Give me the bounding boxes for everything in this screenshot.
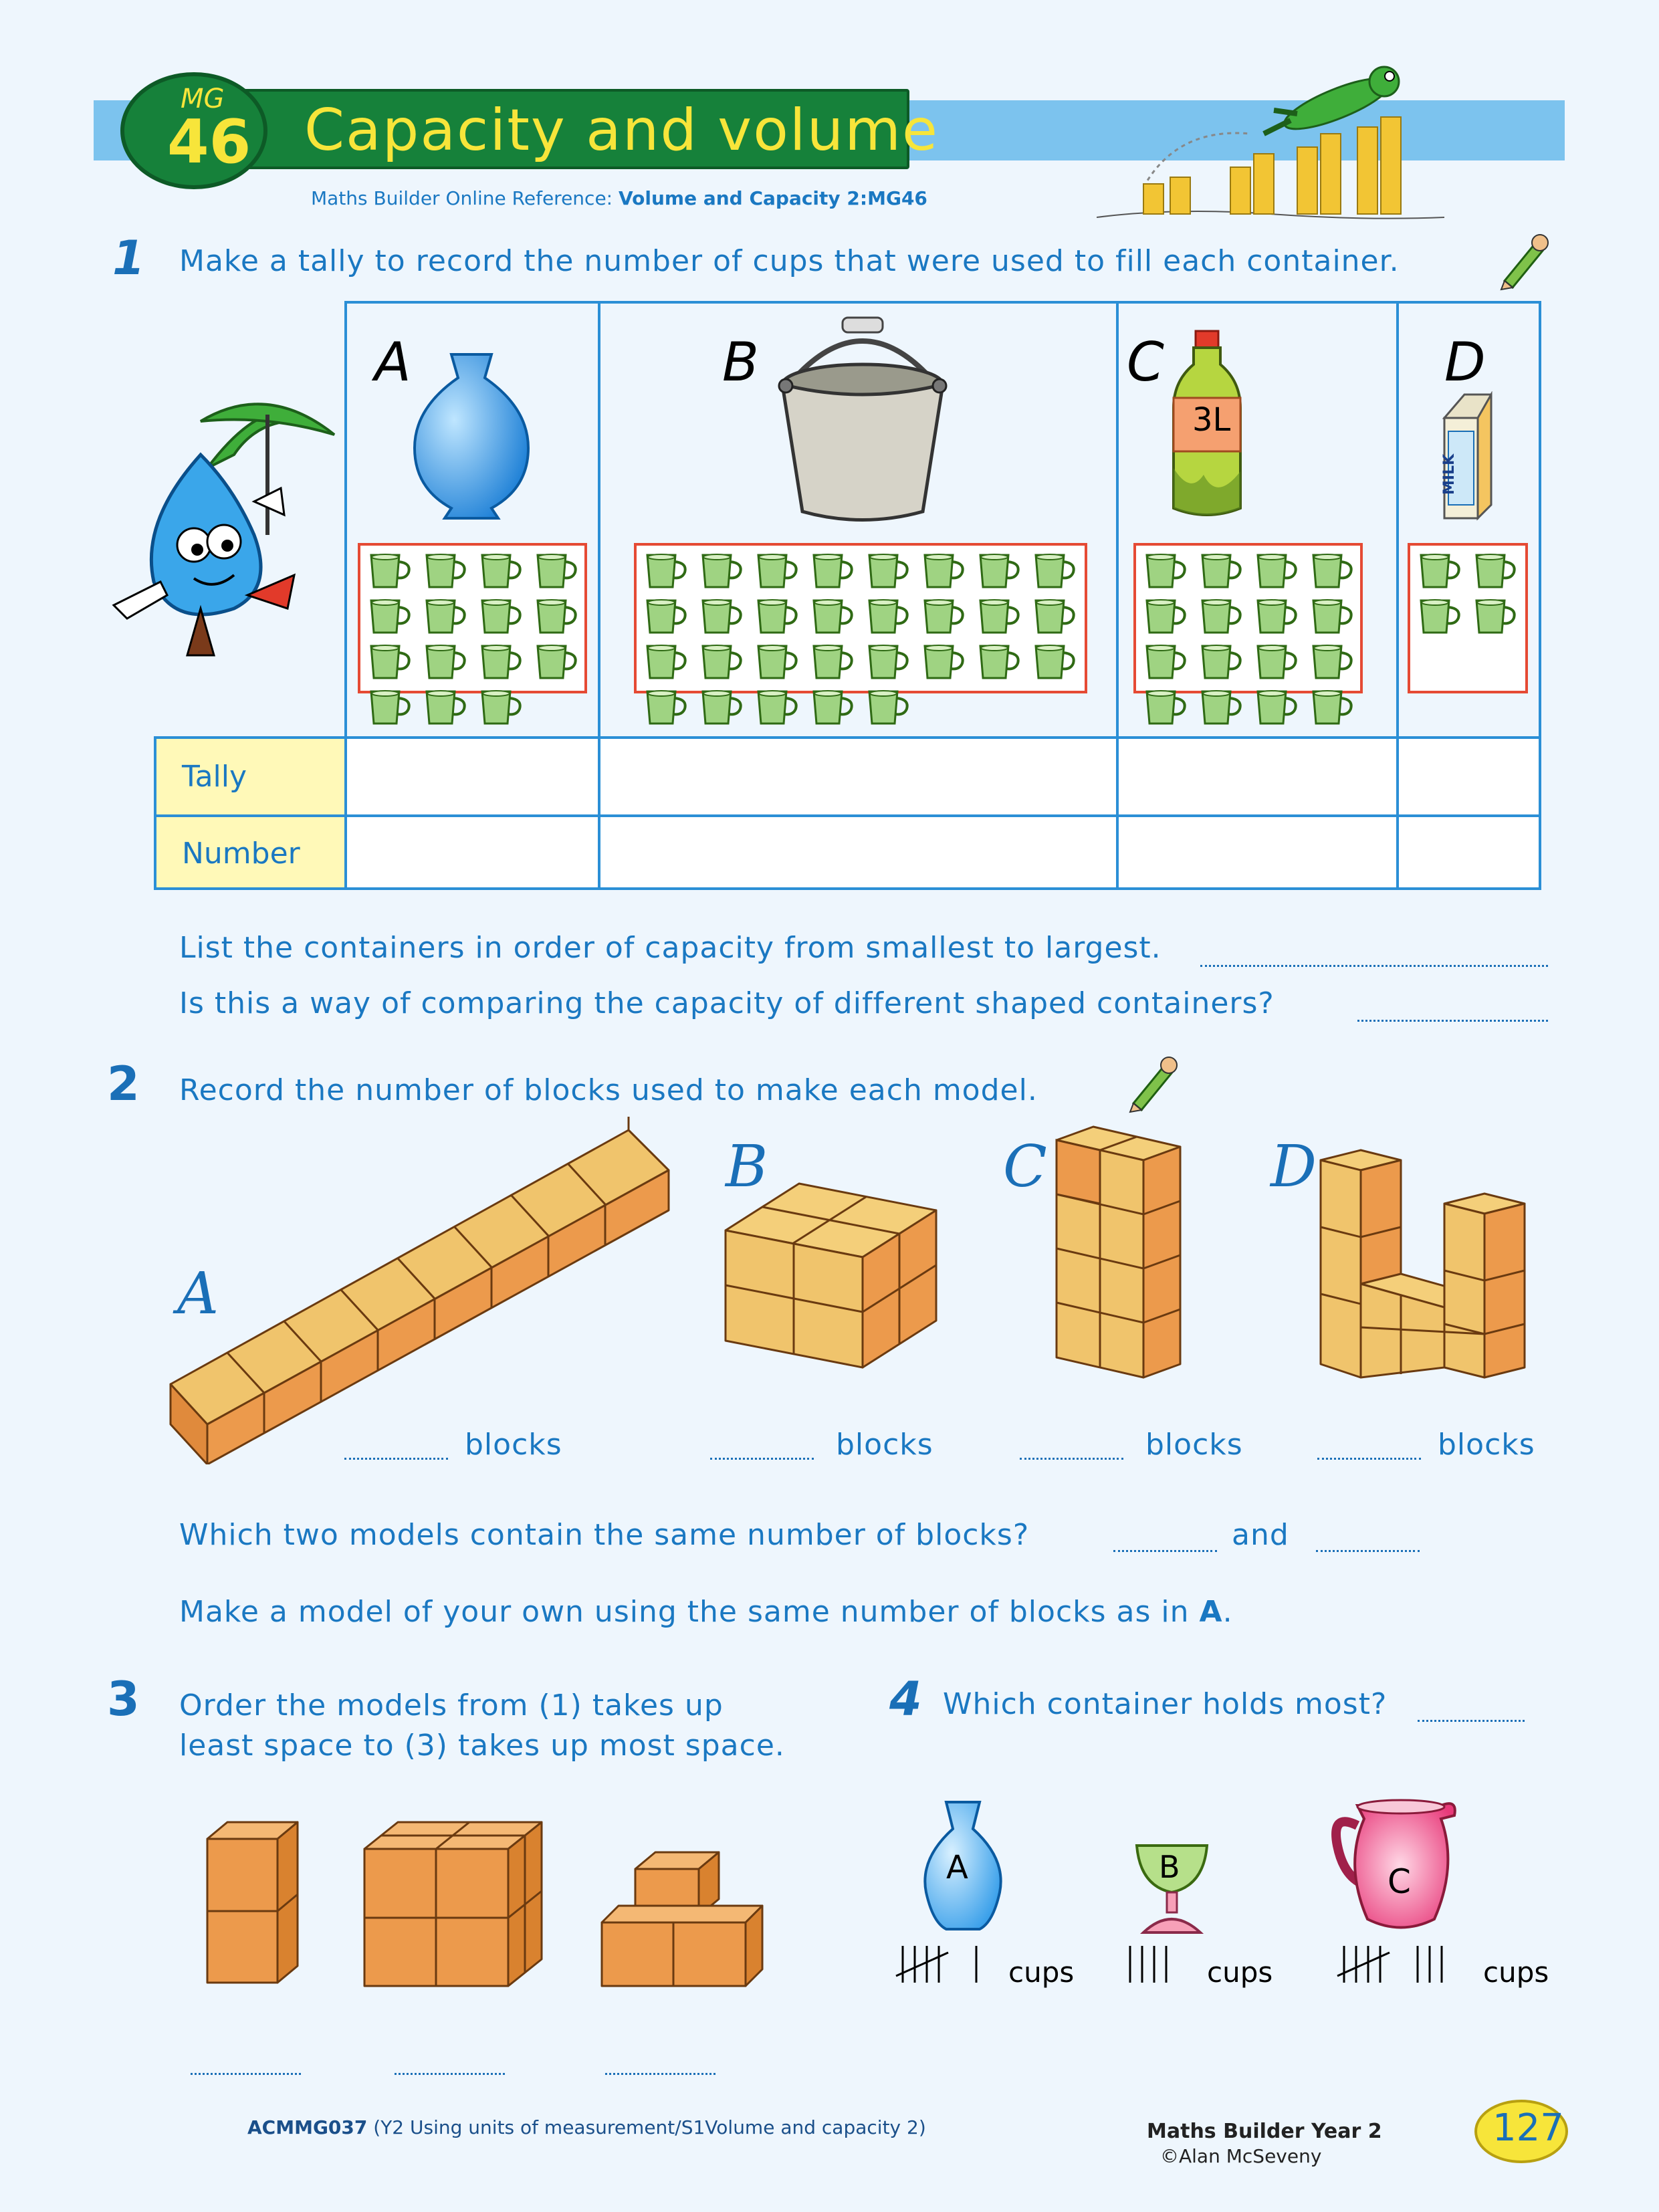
cup-icon <box>482 645 520 678</box>
cup-icon <box>371 691 409 724</box>
cup-icon <box>1313 691 1351 724</box>
cup-icon <box>1147 554 1185 587</box>
reference-value: Volume and Capacity 2:MG46 <box>619 187 927 209</box>
model-letter-d: D <box>1270 1133 1317 1200</box>
q3-number: 3 <box>107 1672 140 1727</box>
cup-icon <box>1258 600 1296 633</box>
q4-question: Which container holds most? <box>943 1687 1388 1721</box>
q3-answer-1[interactable] <box>191 2073 301 2075</box>
milk-label: MILK <box>1441 453 1458 495</box>
cup-icon <box>1313 645 1351 678</box>
cup-icon <box>538 554 576 587</box>
q2-make-model <box>179 1595 1233 1629</box>
q4-cups-label-c: cups <box>1483 1956 1549 1989</box>
make-model-period: . <box>1222 1595 1233 1629</box>
cup-icon <box>1202 645 1240 678</box>
q4-cups-label-b: cups <box>1207 1956 1273 1989</box>
cup-icon <box>371 554 409 587</box>
number-input-a[interactable] <box>344 814 600 890</box>
blocks-answer-a[interactable] <box>344 1458 448 1460</box>
cup-icon <box>814 600 852 633</box>
blocks-answer-d[interactable] <box>1317 1458 1421 1460</box>
cup-icon <box>1258 554 1296 587</box>
q4-number: 4 <box>889 1672 922 1727</box>
model-letter-a: A <box>177 1260 219 1327</box>
cup-icon <box>703 600 741 633</box>
cup-icon <box>1202 554 1240 587</box>
block-model-a <box>167 1117 715 1464</box>
number-input-d[interactable] <box>1396 814 1541 890</box>
q3-answer-3[interactable] <box>605 2073 715 2075</box>
cup-icon <box>1147 645 1185 678</box>
cup-icon <box>1036 554 1074 587</box>
cup-icon <box>869 554 907 587</box>
blocks-answer-c[interactable] <box>1020 1458 1123 1460</box>
cup-icon <box>647 600 685 633</box>
blocks-label-d: blocks <box>1438 1428 1535 1462</box>
page-number: 127 <box>1492 2106 1564 2150</box>
cup-icon <box>925 554 963 587</box>
q2-same-question: Which two models contain the same number of blocks? <box>179 1518 1030 1552</box>
cup-icon <box>647 691 685 724</box>
cup-icon <box>647 554 685 587</box>
pencil-icon-2 <box>1123 1053 1184 1113</box>
q2-instruction: Record the number of blocks used to make each model. <box>179 1073 1038 1107</box>
q4-letter-a: A <box>946 1849 968 1886</box>
q2-number: 2 <box>107 1057 140 1111</box>
make-model-bold: A <box>1199 1595 1223 1629</box>
tally-crossbar <box>896 1953 948 1976</box>
cup-icon <box>1258 645 1296 678</box>
block-model-d <box>1317 1147 1531 1384</box>
tally-crossbar <box>1337 1953 1390 1976</box>
cup-icon <box>814 554 852 587</box>
tally-table <box>154 736 1541 890</box>
footer-curriculum <box>247 2116 926 2138</box>
make-model-text: Make a model of your own using the same number of blocks as in <box>179 1595 1190 1629</box>
cup-icon <box>925 645 963 678</box>
q3-line2: least space to (3) takes up most space. <box>179 1729 785 1763</box>
cup-icon <box>1202 600 1240 633</box>
cup-icon <box>1258 691 1296 724</box>
footer-code-desc: (Y2 Using units of measurement/S1Volume and capacity 2) <box>373 2116 926 2138</box>
number-input-b[interactable] <box>598 814 1119 890</box>
number-input-c[interactable] <box>1116 814 1399 890</box>
cup-icon <box>482 691 520 724</box>
bottle-label: 3L <box>1192 401 1231 439</box>
cup-icon <box>427 554 465 587</box>
model-letter-c: C <box>1003 1133 1047 1200</box>
container-letter-a: A <box>374 331 411 393</box>
cup-icon <box>814 645 852 678</box>
page-title: Capacity and volume <box>304 97 939 164</box>
number-row-label: Number <box>182 837 300 871</box>
cup-icon <box>980 554 1018 587</box>
cup-icon <box>1036 645 1074 678</box>
blocks-label-c: blocks <box>1145 1428 1243 1462</box>
q1-compare-question: Is this a way of comparing the capacity of different shaped containers? <box>179 986 1275 1020</box>
mg-label: MG <box>181 84 225 114</box>
tally-input-c[interactable] <box>1116 736 1399 817</box>
reference-prefix: Maths Builder Online Reference: <box>311 187 613 209</box>
container-letter-c: C <box>1127 331 1164 393</box>
model-letter-b: B <box>726 1133 768 1200</box>
cup-icon <box>703 691 741 724</box>
q4-letter-b: B <box>1159 1849 1180 1885</box>
q3-answer-2[interactable] <box>395 2073 505 2075</box>
tally-input-b[interactable] <box>598 736 1119 817</box>
block-model-c <box>1053 1123 1187 1384</box>
blocks-label-a: blocks <box>465 1428 562 1462</box>
blocks-answer-b[interactable] <box>710 1458 814 1460</box>
cup-icon <box>1313 554 1351 587</box>
cup-icon <box>869 600 907 633</box>
q1-compare-answer-line[interactable] <box>1357 1020 1548 1022</box>
cup-icon <box>371 645 409 678</box>
cup-icon <box>1421 554 1459 587</box>
cup-icon <box>980 645 1018 678</box>
cup-icon <box>814 691 852 724</box>
q2-same-answer-1[interactable] <box>1113 1550 1217 1552</box>
cup-icon <box>482 600 520 633</box>
cup-icon <box>538 600 576 633</box>
footer-author: ©Alan McSeveny <box>1160 2145 1322 2167</box>
cups-layer <box>0 0 1659 736</box>
cup-icon <box>1476 600 1515 633</box>
cup-icon <box>1036 600 1074 633</box>
cup-icon <box>758 600 796 633</box>
cup-icon <box>703 645 741 678</box>
footer-book: Maths Builder Year 2 <box>1147 2120 1382 2143</box>
cup-icon <box>869 645 907 678</box>
cup-icon <box>427 691 465 724</box>
cup-icon <box>1313 600 1351 633</box>
cup-icon <box>371 600 409 633</box>
q2-and-label: and <box>1232 1518 1289 1552</box>
cup-icon <box>427 645 465 678</box>
cup-icon <box>869 691 907 724</box>
q1-number: 1 <box>112 231 145 286</box>
q4-answer-line[interactable] <box>1418 1720 1525 1722</box>
tally-input-a[interactable] <box>344 736 600 817</box>
q1-instruction: Make a tally to record the number of cups that were used to fill each container. <box>179 244 1400 278</box>
cup-icon <box>1147 691 1185 724</box>
cup-icon <box>925 600 963 633</box>
footer-code: ACMMG037 <box>247 2116 368 2138</box>
container-letter-b: B <box>722 331 759 393</box>
q1-order-question: List the containers in order of capacity from smallest to largest. <box>179 931 1162 965</box>
cup-icon <box>1476 554 1515 587</box>
block-model-b <box>722 1180 943 1374</box>
q3-line1: Order the models from (1) takes up <box>179 1688 724 1723</box>
cup-icon <box>758 645 796 678</box>
cup-icon <box>1147 600 1185 633</box>
q4-letter-c: C <box>1388 1862 1411 1901</box>
cup-icon <box>482 554 520 587</box>
tally-input-d[interactable] <box>1396 736 1541 817</box>
blocks-label-b: blocks <box>836 1428 933 1462</box>
cup-icon <box>980 600 1018 633</box>
cup-icon <box>538 645 576 678</box>
cup-icon <box>1421 600 1459 633</box>
tally-row-label: Tally <box>182 760 247 794</box>
cup-icon <box>647 645 685 678</box>
cup-icon <box>703 554 741 587</box>
cup-icon <box>1202 691 1240 724</box>
q4-tally-marks <box>0 1939 1659 1993</box>
cup-icon <box>758 691 796 724</box>
container-letter-d: D <box>1444 331 1486 393</box>
cup-icon <box>758 554 796 587</box>
q2-same-answer-2[interactable] <box>1316 1550 1420 1552</box>
mg-number: 46 <box>167 107 251 177</box>
cup-icon <box>427 600 465 633</box>
q1-order-answer-line[interactable] <box>1200 965 1548 967</box>
q4-cups-label-a: cups <box>1008 1956 1075 1989</box>
